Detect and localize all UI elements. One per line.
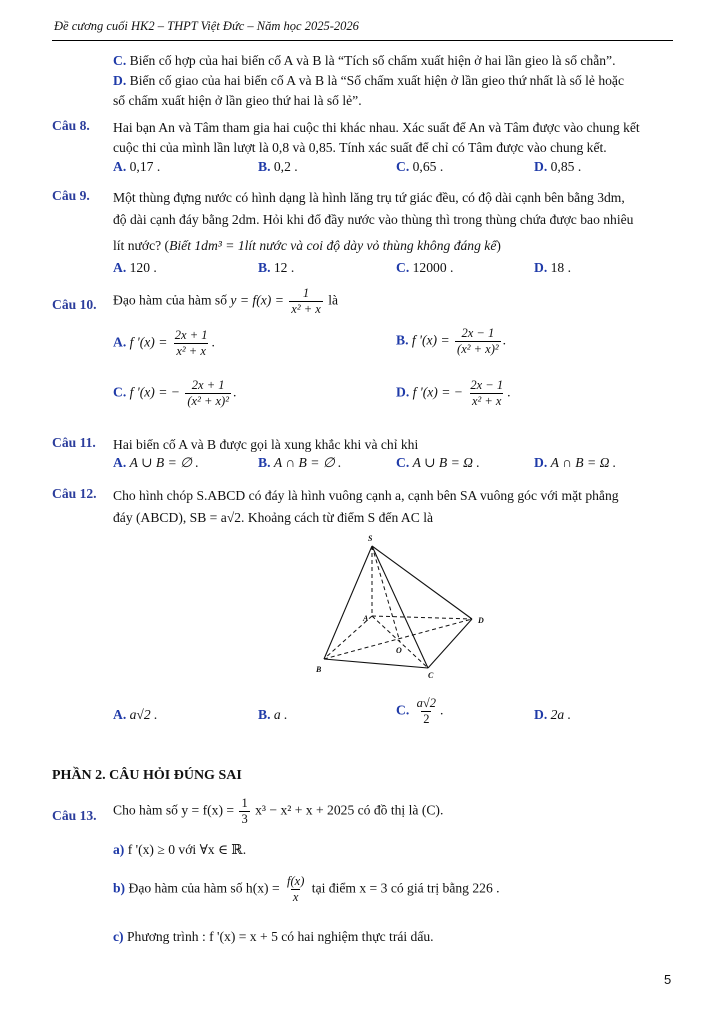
numerator: 1 (302, 286, 310, 300)
statement-post: tại điểm x = 3 có giá trị bằng 226 . (311, 880, 500, 896)
q8-stem-2: cuộc thi của mình lần lượt là 0,8 và 0,85. Tính xác suất để chỉ có Tâm được vào chung kết. (113, 140, 607, 155)
statement-label: c) (113, 929, 124, 944)
label-S: S (368, 534, 373, 543)
label-B: B (316, 665, 322, 674)
q9-stem-3c: ) (496, 238, 501, 253)
option-text: 18 . (550, 260, 572, 275)
q9-stem-2: độ dài cạnh đáy bằng 2dm. Hỏi khi đổ đầy nước vào thùng thì trong thùng chứa được bao nhiêu (113, 212, 634, 227)
numerator: 2x + 1 (174, 328, 208, 342)
q8-option-b (258, 159, 298, 175)
option-label: D. (396, 384, 410, 400)
numerator: 2x + 1 (191, 378, 225, 392)
numerator: 2x − 1 (470, 378, 504, 392)
label-O: O (396, 646, 402, 655)
numerator: 1 (241, 796, 248, 810)
denominator: x² + x (291, 302, 321, 316)
question-label: Câu 8. (52, 118, 90, 133)
q9-stem-1: Một thùng đựng nước có hình dạng là hình lăng trụ tứ giác đều, có độ dài cạnh bên bằng 3dm, (113, 190, 625, 205)
option-text: Biến cố giao của hai biến cố A và B là “Số chấm xuất hiện ở lần gieo thứ nhất là số lẻ hoặc (129, 73, 624, 88)
option-label: A. (113, 334, 127, 350)
option-text: 12000 . (412, 260, 454, 275)
header-divider (52, 40, 673, 41)
q9-stem-3a: lít nước? ( (113, 238, 170, 253)
q9-stem-3 (113, 236, 671, 256)
option-label: B. (258, 707, 271, 722)
edge-CD (428, 619, 472, 668)
denominator: x (292, 890, 299, 904)
q12-option-d (534, 707, 571, 723)
option-text: A ∩ B = Ω . (550, 455, 617, 470)
option-prefix: f '(x) = (129, 334, 168, 350)
denominator: (x² + x)² (457, 342, 499, 356)
q10-stem-fx: y = f(x) = (230, 292, 284, 308)
question-label: Câu 13. (52, 808, 97, 823)
numerator: 2x − 1 (461, 326, 495, 340)
option-fraction (173, 328, 210, 359)
option-label: C. (396, 260, 410, 275)
option-label: D. (113, 73, 127, 88)
q8-stem-1: Hai bạn An và Tâm tham gia hai cuộc thi khác nhau. Xác suất để An và Tâm được vào chung kết (113, 120, 640, 135)
option-text: Biến cố hợp của hai biến cố A và B là “Tích số chấm xuất hiện ở hai lần gieo là số chẵn”. (129, 53, 616, 68)
option-label: A. (113, 260, 127, 275)
pyramid-figure (300, 530, 500, 685)
option-prefix: f '(x) = (411, 332, 450, 348)
option-label: D. (534, 159, 548, 174)
option-label: C. (396, 455, 410, 470)
numerator: f(x) (287, 874, 305, 888)
question-label: Câu 11. (52, 435, 96, 450)
q9-stem-3b: Biết 1dm³ = 1lít nước và coi độ dày vỏ thùng không đáng kể (169, 238, 497, 253)
edge-SB (324, 546, 372, 659)
question-label: Câu 10. (52, 297, 97, 312)
option-text: 0,65 . (412, 159, 444, 174)
q12-stem-1: Cho hình chóp S.ABCD có đáy là hình vuông cạnh a, cạnh bên SA vuông góc với mặt phẳng (113, 488, 619, 503)
q10-option-a: A. f '(x) = $\frac{2x + 1}{\text{x² + x}}$ . (113, 328, 215, 358)
q13-statement-c (113, 929, 434, 945)
option-label: D. (534, 455, 548, 470)
option-text: 0,2 . (273, 159, 298, 174)
denominator: x² + x (471, 394, 502, 408)
q11-option-b (258, 455, 341, 471)
q13-stem-pre: Cho hàm số y = f(x) = (113, 802, 235, 818)
statement-pre: Đạo hàm của hàm số h(x) = (128, 880, 280, 896)
option-label: B. (258, 260, 271, 275)
option-fraction (185, 378, 231, 409)
option-text: a√2 . (129, 707, 158, 722)
numerator: a√2 (416, 696, 436, 710)
page-number: 5 (664, 972, 672, 987)
statement-fraction (285, 874, 306, 905)
option-label: C. (396, 159, 410, 174)
q10-stem-pre: Đạo hàm của hàm số (113, 292, 228, 308)
question-label: Câu 12. (52, 486, 97, 501)
q13-stem-fraction (239, 796, 249, 827)
q10-stem (113, 286, 338, 317)
q10-option-b: B. f '(x) = $\frac{2x - 1}{\text{(x² + x)²}}$ . (396, 326, 507, 356)
option-text: 0,17 . (129, 159, 161, 174)
q11-option-a (113, 455, 199, 471)
option-label: C. (113, 53, 127, 68)
q11-option-d (534, 455, 616, 471)
q8-option-c (396, 159, 443, 175)
q7-option-c (113, 51, 671, 71)
option-label: B. (396, 332, 409, 348)
option-text: A ∪ B = ∅ . (129, 455, 199, 470)
q10-stem-post: là (328, 292, 339, 308)
denominator: x² + x (176, 344, 206, 358)
option-text: A ∪ B = Ω . (412, 455, 480, 470)
q13-statement-b (113, 874, 500, 905)
option-text: 120 . (129, 260, 157, 275)
q12-stem-2: đáy (ABCD), SB = a√2. Khoảng cách từ điểm S đến AC là (113, 510, 434, 525)
edge-AD (372, 616, 472, 619)
q12-option-b (258, 707, 287, 723)
option-label: C. (396, 702, 410, 718)
q11-stem: Hai biến cố A và B được gọi là xung khắc khi và chỉ khi (113, 437, 419, 452)
q8-option-d (534, 159, 581, 175)
q7-option-d (113, 71, 671, 91)
option-text: a . (273, 707, 288, 722)
q7-option-d-cont: số chấm xuất hiện ở lần gieo thứ hai là số lẻ”. (113, 93, 362, 108)
option-text: 0,85 . (550, 159, 582, 174)
option-fraction (455, 326, 501, 357)
q13-statement-a (113, 842, 246, 858)
option-fraction (415, 696, 438, 727)
option-label: A. (113, 707, 127, 722)
q12-option-a (113, 707, 157, 723)
q9-option-a (113, 260, 157, 276)
q10-stem-fraction (289, 286, 323, 317)
segment-SO (372, 546, 400, 642)
label-D: D (478, 616, 484, 625)
statement-text: f '(x) ≥ 0 với ∀x ∈ ℝ. (127, 842, 247, 857)
option-label: C. (113, 384, 127, 400)
page-header: Đề cương cuối HK2 – THPT Việt Đức – Năm học 2025-2026 (54, 19, 359, 33)
option-fraction (468, 378, 505, 409)
option-label: A. (113, 159, 127, 174)
option-text: 2a . (550, 707, 572, 722)
option-label: B. (258, 455, 271, 470)
statement-text: Phương trình : f '(x) = x + 5 có hai nghiệm thực trái dấu. (126, 929, 434, 944)
section-heading: PHẦN 2. CÂU HỎI ĐÚNG SAI (52, 768, 242, 783)
q10-option-d: D. f '(x) = − $\frac{2x - 1}{\text{x² + x}}$ . (396, 378, 511, 408)
label-A: A (363, 614, 369, 623)
option-label: D. (534, 260, 548, 275)
q11-option-c (396, 455, 480, 471)
q13-stem-post: x³ − x² + x + 2025 có đồ thị là (C). (255, 802, 444, 818)
option-label: B. (258, 159, 271, 174)
option-prefix: f '(x) = − (129, 384, 180, 400)
q9-option-d (534, 260, 571, 276)
option-text: A ∩ B = ∅ . (273, 455, 342, 470)
option-label: D. (534, 707, 548, 722)
q9-option-b (258, 260, 294, 276)
statement-label: a) (113, 842, 125, 857)
denominator: (x² + x)² (187, 394, 229, 408)
q12-option-c: C. $\frac{a√2}{2}$ . (396, 696, 444, 726)
option-text: 12 . (273, 260, 295, 275)
statement-label: b) (113, 880, 126, 896)
option-label: A. (113, 455, 127, 470)
option-prefix: f '(x) = − (412, 384, 463, 400)
edge-SD (372, 546, 472, 619)
edge-BC (324, 659, 428, 668)
q13-stem (113, 796, 443, 827)
label-C: C (428, 671, 434, 680)
question-label: Câu 9. (52, 188, 90, 203)
q9-option-c (396, 260, 453, 276)
denominator: 3 (241, 812, 248, 826)
q10-option-c: C. f '(x) = − $\frac{2x + 1}{\text{(x² + x)²}}$ . (113, 378, 237, 408)
denominator: 2 (423, 712, 430, 726)
q8-option-a (113, 159, 160, 175)
